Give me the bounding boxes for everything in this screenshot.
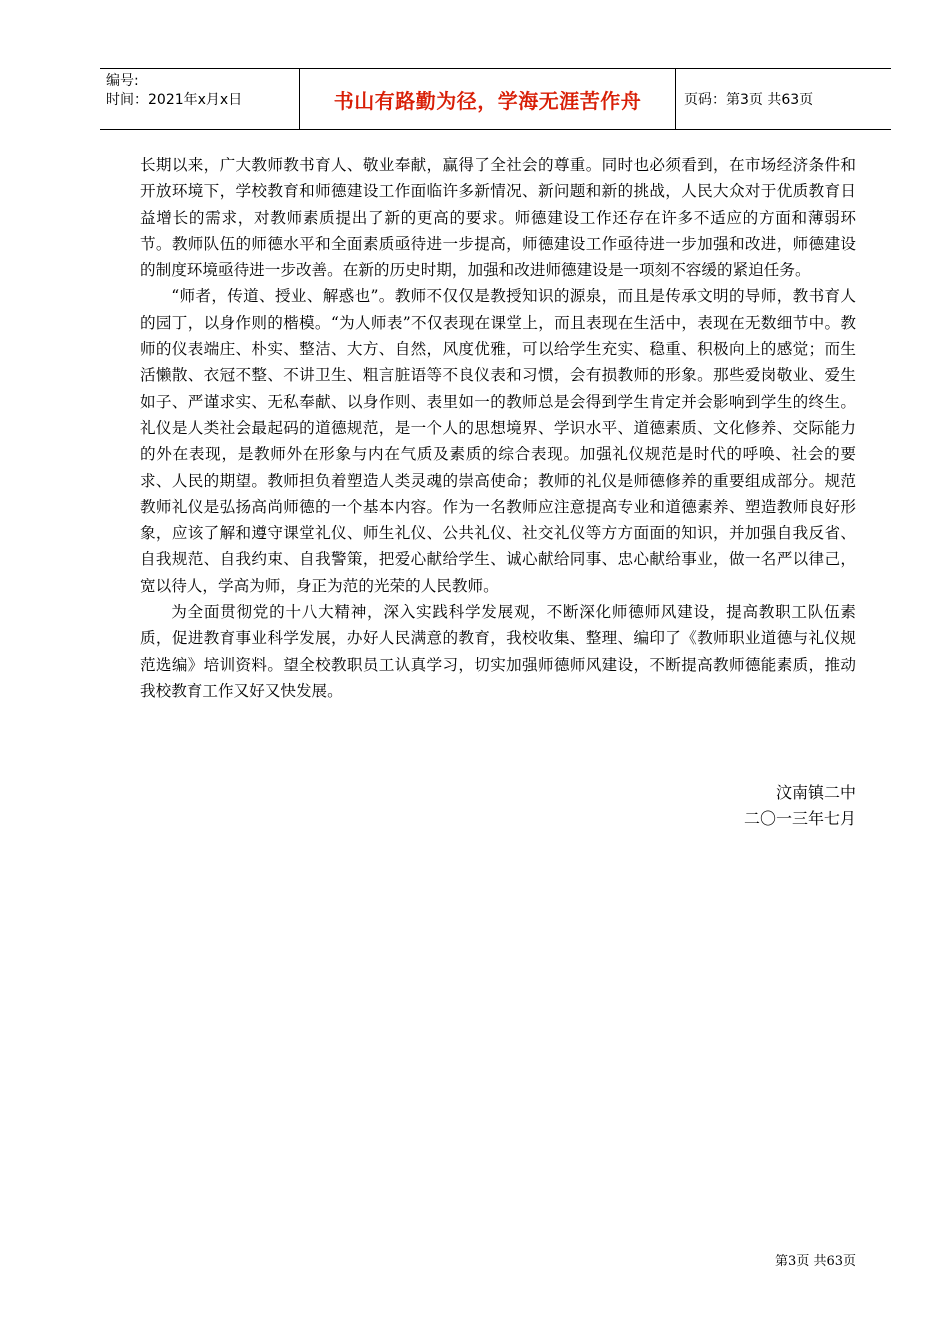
signature-block	[744, 780, 856, 832]
signature-school: 汶南镇二中	[775, 783, 856, 802]
header-page-info: 页码：第3页 共63页	[684, 92, 814, 108]
signature-date: 二〇一三年七月	[743, 809, 856, 828]
header-motto: 书山有路勤为径，学海无涯苦作舟	[300, 69, 676, 129]
paragraph-2: “师者，传道、授业、解惑也”。教师不仅仅是教授知识的源泉，而且是传承文明的导师，教书育人的园丁，以身作则的楷模。“为人师表”不仅表现在课堂上，而且表现在生活中，表现在无数细节中。教师的仪表端庄、朴实、整洁、大方、自然，风度优雅，可以给学生充实、稳重、积极向上的感觉；而生活懒散、衣冠不整、不讲卫生、粗言脏语等不良仪表和习惯，会有损教师的形象。那些爱岗敬业、爱生如子、严谨求实、无私奉献、以身作则、表里如一的教师总是会得到学生肯定并会影响到学生的终生。礼仪是人类社会最起码的道德规范，是一个人的思想境界、学识水平、道德素质、文化修养、交际能力的外在表现，是教师外在形象与内在气质及素质的综合表现。加强礼仪规范是时代的呼唤、社会的要求、人民的期望。教师担负着塑造人类灵魂的崇高使命；教师的礼仪是师德修养的重要组成部分。规范教师礼仪是弘扬高尚师德的一个基本内容。作为一名教师应注意提高专业和道德素养、塑造教师良好形象，应该了解和遵守课堂礼仪、师生礼仪、公共礼仪、社交礼仪等方方面面的知识，并加强自我反省、自我规范、自我约束、自我警策，把爱心献给学生、诚心献给同事、忠心献给事业，做一名严以律己，宽以待人，学高为师，身正为范的光荣的人民教师。	[140, 287, 856, 595]
header-meta	[100, 69, 300, 129]
page-footer: 第3页 共63页	[775, 1254, 856, 1269]
paragraph-3: 为全面贯彻党的十八大精神，深入实践科学发展观，不断深化师德师风建设，提高教职工队伍素质，促进教育事业科学发展，办好人民满意的教育，我校收集、整理、编印了《教师职业道德与礼仪规范选编》培训资料。望全校教职员工认真学习，切实加强师德师风建设，不断提高教师德能素质，推动我校教育工作又好又快发展。	[140, 603, 856, 700]
paragraph-1: 长期以来，广大教师教书育人、敬业奉献，赢得了全社会的尊重。同时也必须看到，在市场经济条件和开放环境下，学校教育和师德建设工作面临许多新情况、新问题和新的挑战，人民大众对于优质教育日益增长的需求，对教师素质提出了新的更高的要求。师德建设工作还存在许多不适应的方面和薄弱环节。教师队伍的师德水平和全面素质亟待进一步提高，师德建设工作亟待进一步加强和改进，师德建设的制度环境亟待进一步改善。在新的历史时期，加强和改进师德建设是一项刻不容缓的紧迫任务。	[140, 156, 856, 280]
number-label: 编号:	[106, 73, 139, 89]
page-header	[100, 68, 891, 130]
document-body	[140, 152, 856, 704]
time-label: 时间：2021年x月x日	[106, 92, 243, 108]
